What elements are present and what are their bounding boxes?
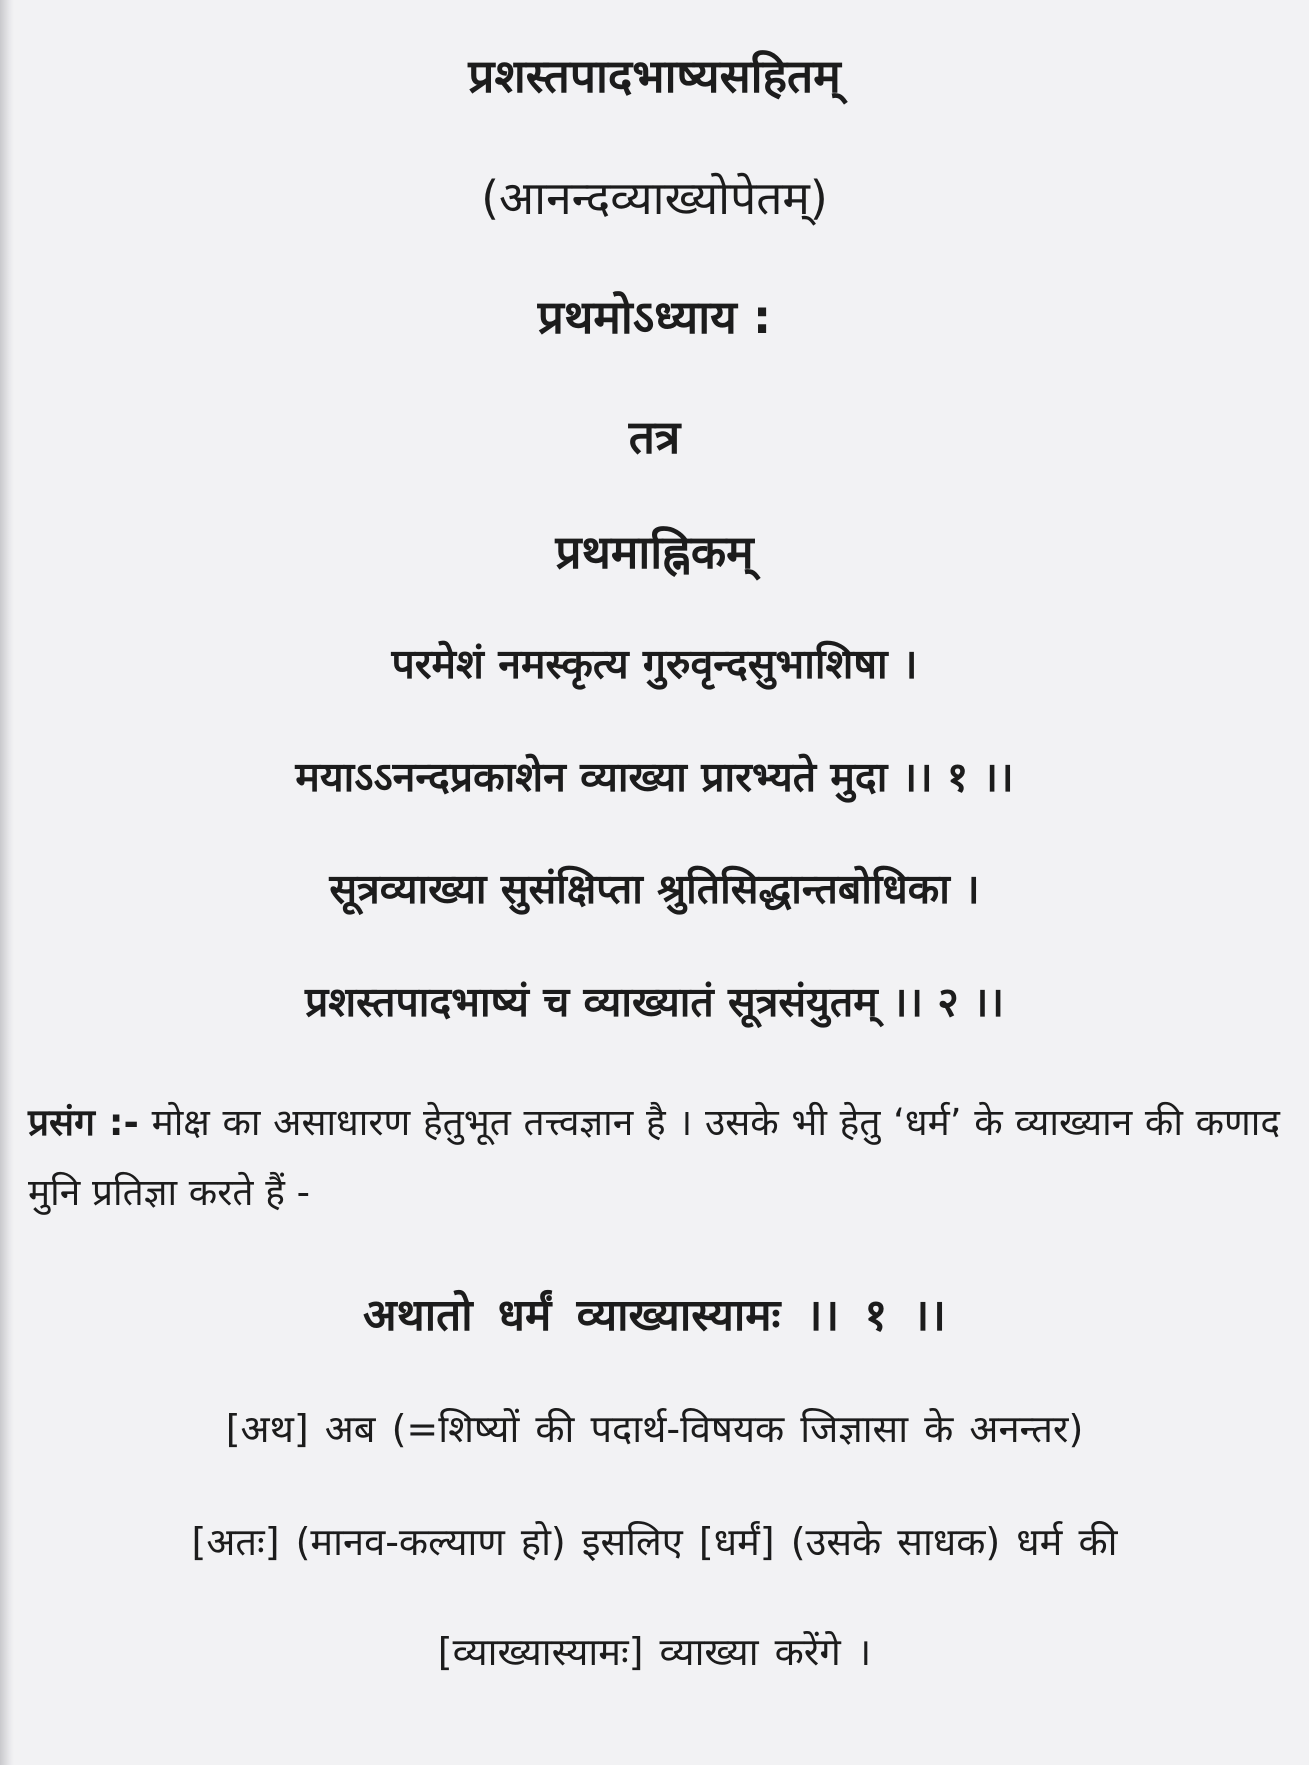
mangala-verse-line: परमेशं नमस्कृत्य गुरुवृन्दसुभाशिषा । bbox=[391, 640, 918, 688]
mangala-verse-line: सूत्रव्याख्या सुसंक्षिप्ता श्रुतिसिद्धान्तबोधिका । bbox=[329, 865, 980, 913]
gloss-line: [अथ] अब (=शिष्यों की पदार्थ-विषयक जिज्ञासा के अनन्तर) bbox=[225, 1407, 1084, 1451]
mangala-verse-line: मयाऽऽनन्दप्रकाशेन व्याख्या प्रारभ्यते मुदा ।। १ ।। bbox=[295, 753, 1014, 801]
gloss-line: [अतः] (मानव-कल्याण हो) इसलिए [धर्मं] (उसके साधक) धर्म की bbox=[191, 1520, 1118, 1564]
commentary-subtitle: (आनन्दव्याख्योपेतम्) bbox=[481, 171, 828, 225]
book-title: प्रशस्तपादभाष्यसहितम् bbox=[468, 49, 841, 103]
prasanga-label: प्रसंग :- bbox=[28, 1101, 139, 1144]
ahnika-heading: प्रथमाह्निकम् bbox=[555, 525, 754, 579]
gloss-line: [व्याख्यास्यामः] व्याख्या करेंगे । bbox=[437, 1630, 872, 1674]
chapter-heading: प्रथमोऽध्याय : bbox=[537, 290, 772, 344]
tatra-heading: तत्र bbox=[628, 410, 681, 464]
sutra-line: अथातो धर्मं व्याख्यास्यामः ।। १ ।। bbox=[362, 1290, 946, 1341]
prasanga-paragraph bbox=[28, 1088, 1280, 1228]
prasanga-text: मोक्ष का असाधारण हेतुभूत तत्त्वज्ञान है । उसके भी हेतु ‘धर्म’ के व्याख्यान की कणाद मुनि प्रतिज्ञा करते हैं - bbox=[28, 1101, 1280, 1214]
mangala-verse-line: प्रशस्तपादभाष्यं च व्याख्यातं सूत्रसंयुतम् ।। २ ।। bbox=[304, 978, 1005, 1026]
